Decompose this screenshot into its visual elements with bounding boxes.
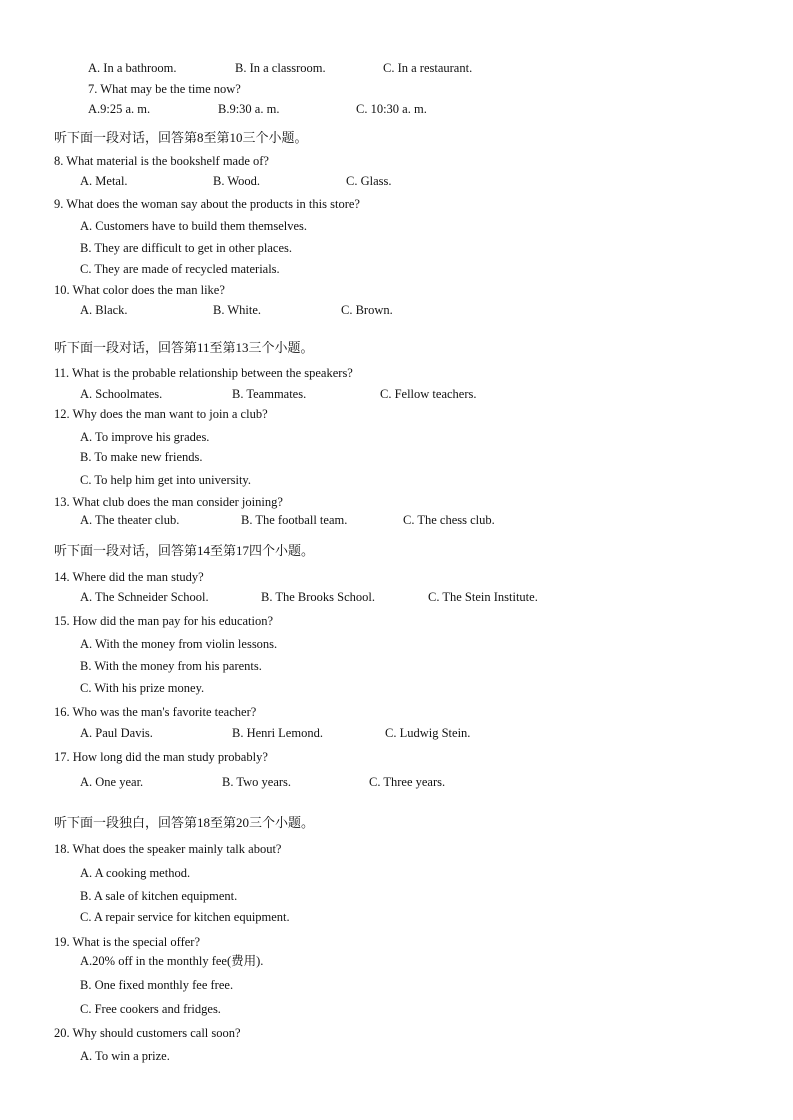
option-c: C. Brown. [341, 303, 393, 317]
question-18: 18. What does the speaker mainly talk about? [54, 842, 282, 856]
option-c: C. Ludwig Stein. [385, 726, 471, 740]
option-b: B. With the money from his parents. [80, 659, 262, 673]
option-b: B. To make new friends. [80, 450, 203, 464]
question-17: 17. How long did the man study probably? [54, 750, 268, 764]
section-heading: 听下面一段独白，回答第18至第20三个小题。 [54, 815, 315, 830]
question-12: 12. Why does the man want to join a club? [54, 407, 268, 421]
option-c: C. Free cookers and fridges. [80, 1002, 221, 1016]
option-b: B. The Brooks School. [261, 590, 376, 604]
option-c: C. Three years. [369, 775, 446, 789]
option-a: A. One year. [80, 775, 144, 789]
option-a: A. Schoolmates. [80, 387, 163, 401]
option-a: A. With the money from violin lessons. [80, 637, 278, 651]
option-a: A. The theater club. [80, 513, 180, 527]
option-a: A. A cooking method. [80, 866, 191, 880]
option-a: A. To improve his grades. [80, 430, 210, 444]
question-9: 9. What does the woman say about the products in this store? [54, 197, 360, 211]
option-a: A. The Schneider School. [80, 590, 209, 604]
option-c: C. The chess club. [403, 513, 495, 527]
option-b: B. Teammates. [232, 387, 307, 401]
option-a: A. In a bathroom. [88, 61, 177, 75]
option-a: A. Black. [80, 303, 128, 317]
question-13: 13. What club does the man consider joining? [54, 495, 283, 509]
option-b: B. Wood. [213, 174, 261, 188]
option-a: A. Metal. [80, 174, 128, 188]
question-7: 7. What may be the time now? [88, 82, 241, 96]
question-10: 10. What color does the man like? [54, 283, 225, 297]
option-b: B. The football team. [241, 513, 348, 527]
section-heading: 听下面一段对话，回答第8至第10三个小题。 [54, 130, 308, 145]
option-c: C. 10:30 a. m. [356, 102, 427, 116]
question-15: 15. How did the man pay for his education? [54, 614, 274, 628]
option-c: C. In a restaurant. [383, 61, 473, 75]
option-a: A.9:25 a. m. [88, 102, 151, 116]
option-b: B. A sale of kitchen equipment. [80, 889, 238, 903]
option-b: B. Henri Lemond. [232, 726, 323, 740]
section-heading: 听下面一段对话，回答第11至第13三个小题。 [54, 340, 314, 355]
option-b: B. White. [213, 303, 262, 317]
option-c: C. Fellow teachers. [380, 387, 477, 401]
option-c: C. With his prize money. [80, 681, 205, 695]
question-14: 14. Where did the man study? [54, 570, 204, 584]
option-a: A. Paul Davis. [80, 726, 153, 740]
option-c: C. A repair service for kitchen equipment. [80, 910, 290, 924]
option-a: A. To win a prize. [80, 1049, 170, 1063]
option-b: B. In a classroom. [235, 61, 326, 75]
option-b: B. Two years. [222, 775, 292, 789]
option-c: C. Glass. [346, 174, 392, 188]
question-19: 19. What is the special offer? [54, 935, 201, 949]
question-20: 20. Why should customers call soon? [54, 1026, 241, 1040]
option-b: B. They are difficult to get in other places. [80, 241, 292, 255]
option-a: A.20% off in the monthly fee(费用). [80, 954, 264, 968]
option-c: C. The Stein Institute. [428, 590, 538, 604]
option-b: B.9:30 a. m. [218, 102, 280, 116]
option-b: B. One fixed monthly fee free. [80, 978, 234, 992]
option-a: A. Customers have to build them themselves. [80, 219, 308, 233]
option-c: C. They are made of recycled materials. [80, 262, 280, 276]
question-11: 11. What is the probable relationship between the speakers? [54, 366, 353, 380]
question-16: 16. Who was the man's favorite teacher? [54, 705, 257, 719]
section-heading: 听下面一段对话，回答第14至第17四个小题。 [54, 543, 315, 558]
question-8: 8. What material is the bookshelf made of? [54, 154, 269, 168]
option-c: C. To help him get into university. [80, 473, 251, 487]
